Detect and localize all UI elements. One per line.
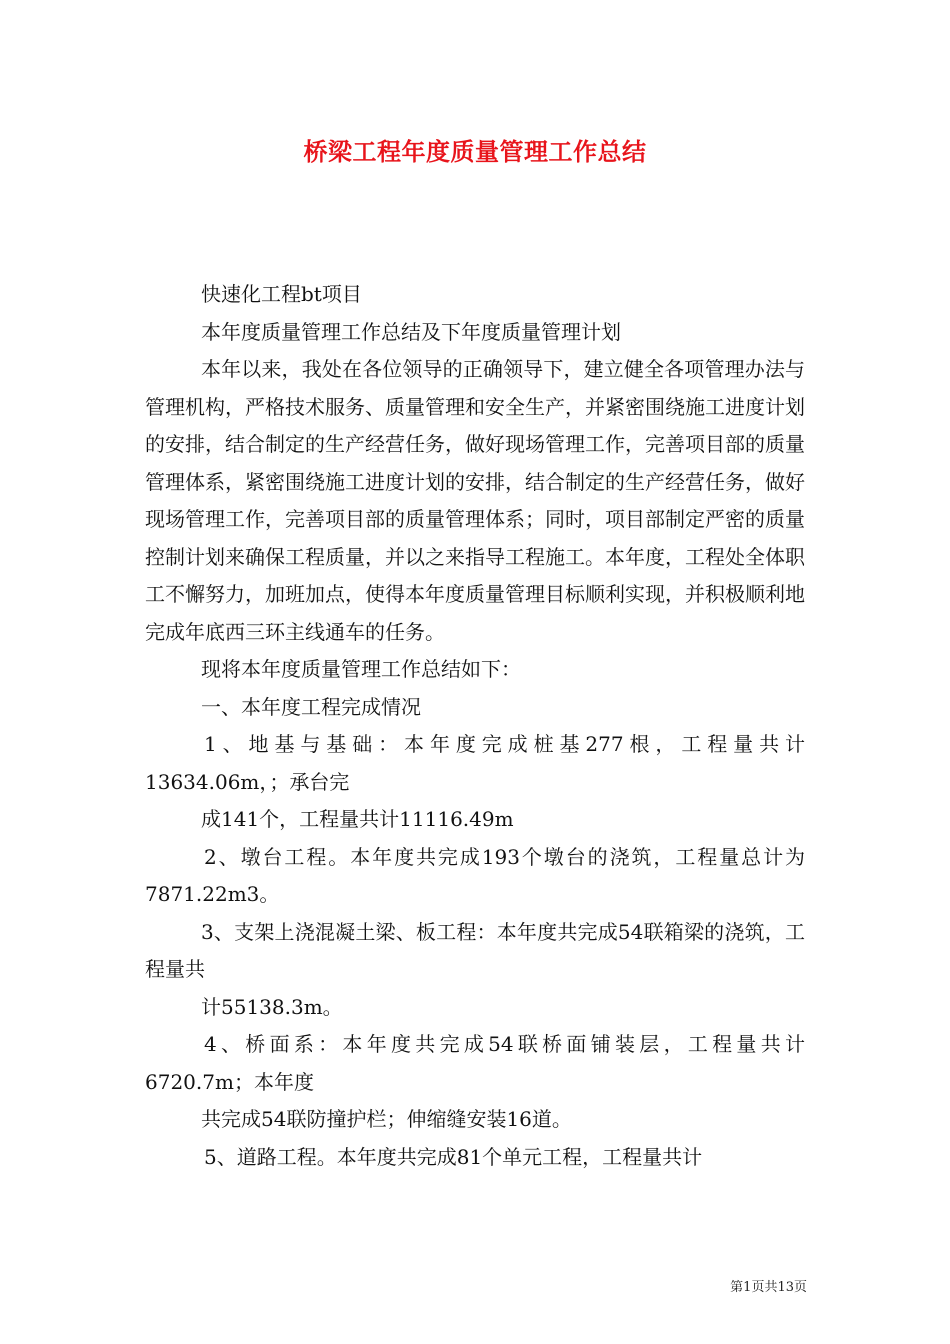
item-foundation: 1、地基与基础：本年度完成桩基277根，工程量共计13634.06m，；承台完 [145, 732, 805, 794]
paragraph-project-name: 快速化工程bt项目 [201, 282, 362, 306]
item-box-girders: 3、支架上浇混凝土梁、板工程：本年度共完成54联箱梁的浇筑，工程量共 [145, 919, 805, 981]
item-piers: 2、墩台工程。本年度共完成193个墩台的浇筑，工程量总计为7871.22m3。 [145, 844, 805, 906]
item-box-girders-cont: 计55138.3m。 [201, 994, 343, 1019]
document-body [145, 276, 805, 1176]
section-heading-1: 一、本年度工程完成情况 [201, 694, 421, 719]
item-road: 5、道路工程。本年度共完成81个单元工程，工程量共计 [204, 1144, 703, 1169]
document-title: 桥梁工程年度质量管理工作总结 [303, 137, 647, 166]
page-number: 第1页共13页 [730, 1280, 807, 1295]
paragraph-intro: 本年以来，我处在各位领导的正确领导下，建立健全各项管理办法与管理机构，严格技术服务、质量管理和安全生产，并紧密围绕施工进度计划的安排，结合制定的生产经营任务，做好现场管理工作，完善项目部的质量管理体系，紧密围绕施工进度计划的安排，结合制定的生产经营任务，做好现场管理工作，完善项目部的质量管理体系；同时，项目部制定严密的质量控制计划来确保工程质量，并以之来指导工程施工。本年度，工程处全体职工不懈努力，加班加点，使得本年度质量管理目标顺利实现，并积极顺利地完成年底西三环主线通车的任务。 [145, 357, 805, 644]
item-deck-cont: 共完成54联防撞护栏；伸缩缝安装16道。 [201, 1107, 572, 1131]
paragraph-subtitle: 本年度质量管理工作总结及下年度质量管理计划 [201, 319, 621, 344]
item-deck: 4、桥面系：本年度共完成54联桥面铺装层，工程量共计6720.7m；本年度 [145, 1032, 805, 1094]
paragraph-summary-lead: 现将本年度质量管理工作总结如下： [201, 657, 521, 681]
item-foundation-cont: 成141个，工程量共计11116.49m [201, 807, 514, 831]
